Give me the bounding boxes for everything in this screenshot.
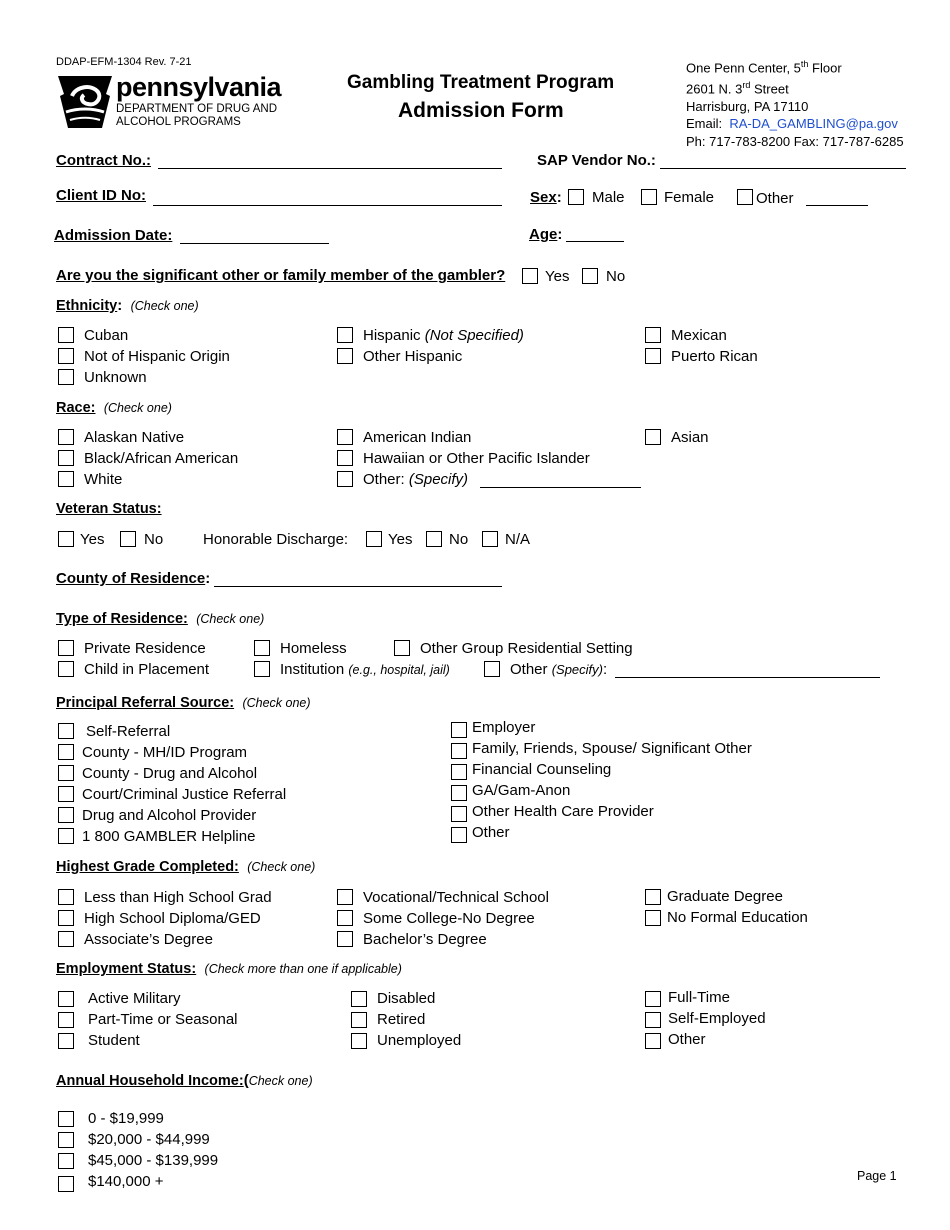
referral-county-mhid-label: County - MH/ID Program <box>82 744 248 761</box>
type-of-residence-heading: Type of Residence: (Check one) <box>56 611 265 627</box>
veteran-status-heading: Veteran Status: <box>56 501 162 517</box>
race-asian-checkbox[interactable] <box>645 429 661 445</box>
referral-family-label: Family, Friends, Spouse/ Significant Other <box>472 740 752 757</box>
income-20000-44999-label: $20,000 - $44,999 <box>88 1131 210 1148</box>
highest-grade-heading: Highest Grade Completed: (Check one) <box>56 859 316 875</box>
race-white-checkbox[interactable] <box>58 471 74 487</box>
logo-department: DEPARTMENT OF DRUG AND ALCOHOL PROGRAMS <box>116 103 278 128</box>
referral-financial-checkbox[interactable] <box>451 764 467 780</box>
sap-vendor-label: SAP Vendor No.: <box>537 152 656 169</box>
ethnicity-cuban-checkbox[interactable] <box>58 327 74 343</box>
race-alaskan-native-checkbox[interactable] <box>58 429 74 445</box>
household-income-heading: Annual Household Income:(Check one) <box>56 1072 313 1089</box>
sex-male-label: Male <box>592 189 625 206</box>
income-20000-44999-checkbox[interactable] <box>58 1132 74 1148</box>
referral-family-checkbox[interactable] <box>451 743 467 759</box>
employment-self-employed-checkbox[interactable] <box>645 1012 661 1028</box>
grade-graduate-label: Graduate Degree <box>667 888 783 905</box>
residence-other-group-checkbox[interactable] <box>394 640 410 656</box>
discharge-no-label: No <box>449 531 469 548</box>
sex-female-checkbox[interactable] <box>641 189 657 205</box>
employment-disabled-label: Disabled <box>377 990 436 1007</box>
sig-other-no-checkbox[interactable] <box>582 268 598 284</box>
discharge-no-checkbox[interactable] <box>426 531 442 547</box>
race-white-label: White <box>84 471 123 488</box>
sex-label: Sex: <box>530 189 562 206</box>
race-black-checkbox[interactable] <box>58 450 74 466</box>
county-of-residence-label: County of Residence: <box>56 570 211 587</box>
ethnicity-cuban-label: Cuban <box>84 327 129 344</box>
referral-court-checkbox[interactable] <box>58 786 74 802</box>
veteran-yes-checkbox[interactable] <box>58 531 74 547</box>
grade-less-hs-checkbox[interactable] <box>58 889 74 905</box>
residence-homeless-label: Homeless <box>280 640 347 657</box>
referral-county-da-checkbox[interactable] <box>58 765 74 781</box>
income-140000-plus-label: $140,000 + <box>88 1173 164 1190</box>
discharge-na-label: N/A <box>505 531 531 548</box>
referral-ga-label: GA/Gam-Anon <box>472 782 571 799</box>
logo-wordmark: pennsylvania <box>116 72 282 102</box>
employment-other-checkbox[interactable] <box>645 1033 661 1049</box>
referral-other-checkbox[interactable] <box>451 827 467 843</box>
income-0-19999-label: 0 - $19,999 <box>88 1110 164 1127</box>
grade-no-formal-checkbox[interactable] <box>645 910 661 926</box>
referral-health-provider-label: Other Health Care Provider <box>472 803 654 820</box>
residence-private-label: Private Residence <box>84 640 206 657</box>
discharge-na-checkbox[interactable] <box>482 531 498 547</box>
income-45000-139999-label: $45,000 - $139,999 <box>88 1152 219 1169</box>
sig-other-no-label: No <box>606 268 626 285</box>
form-title-line1: Gambling Treatment Program <box>347 72 615 93</box>
sex-other-checkbox[interactable] <box>737 189 753 205</box>
sex-other-field[interactable] <box>806 205 868 206</box>
contact-address: One Penn Center, 5th Floor 2601 N. 3rd Street Harrisburg, PA 17110 Email: RA-DA_GAMBLING@pa.gov Ph: 717-783-8200 Fax: 717-787-6285 <box>686 59 904 149</box>
residence-institution-checkbox[interactable] <box>254 661 270 677</box>
employment-retired-checkbox[interactable] <box>351 1012 367 1028</box>
veteran-no-checkbox[interactable] <box>120 531 136 547</box>
race-black-label: Black/African American <box>84 450 239 467</box>
grade-hs-diploma-checkbox[interactable] <box>58 910 74 926</box>
residence-other-checkbox[interactable] <box>484 661 500 677</box>
employment-full-time-label: Full-Time <box>668 989 730 1006</box>
grade-vocational-checkbox[interactable] <box>337 889 353 905</box>
veteran-yes-label: Yes <box>80 531 105 548</box>
residence-homeless-checkbox[interactable] <box>254 640 270 656</box>
grade-associates-checkbox[interactable] <box>58 931 74 947</box>
grade-some-college-checkbox[interactable] <box>337 910 353 926</box>
ethnicity-not-hispanic-label: Not of Hispanic Origin <box>84 348 230 365</box>
residence-other-label: Other (Specify): <box>510 661 608 678</box>
email-link[interactable]: RA-DA_GAMBLING@pa.gov <box>729 116 898 132</box>
sig-other-yes-checkbox[interactable] <box>522 268 538 284</box>
referral-helpline-checkbox[interactable] <box>58 828 74 844</box>
employment-military-label: Active Military <box>88 990 181 1007</box>
sap-vendor-field[interactable] <box>660 168 906 169</box>
residence-child-placement-checkbox[interactable] <box>58 661 74 677</box>
grade-bachelors-checkbox[interactable] <box>337 931 353 947</box>
contract-no-label: Contract No.: <box>56 152 151 169</box>
ethnicity-unknown-label: Unknown <box>84 369 147 386</box>
honorable-discharge-label: Honorable Discharge: <box>203 531 349 548</box>
residence-institution-label: Institution (e.g., hospital, jail) <box>280 661 450 678</box>
age-label: Age: <box>529 226 563 243</box>
ethnicity-hispanic-ns-label: Hispanic (Not Specified) <box>363 327 524 344</box>
contract-no-field[interactable] <box>158 168 502 169</box>
grade-vocational-label: Vocational/Technical School <box>363 889 549 906</box>
employment-part-time-checkbox[interactable] <box>58 1012 74 1028</box>
ethnicity-puerto-rican-checkbox[interactable] <box>645 348 661 364</box>
grade-graduate-checkbox[interactable] <box>645 889 661 905</box>
referral-ga-checkbox[interactable] <box>451 785 467 801</box>
residence-other-group-label: Other Group Residential Setting <box>420 640 633 657</box>
form-title-line2: Admission Form <box>398 99 564 122</box>
ethnicity-mexican-label: Mexican <box>671 327 727 344</box>
ethnicity-other-hispanic-checkbox[interactable] <box>337 348 353 364</box>
employment-self-employed-label: Self-Employed <box>668 1010 766 1027</box>
referral-health-provider-checkbox[interactable] <box>451 806 467 822</box>
ethnicity-other-hispanic-label: Other Hispanic <box>363 348 463 365</box>
veteran-no-label: No <box>144 531 164 548</box>
employment-student-checkbox[interactable] <box>58 1033 74 1049</box>
race-heading: Race: (Check one) <box>56 400 172 416</box>
ethnicity-not-hispanic-checkbox[interactable] <box>58 348 74 364</box>
client-id-field[interactable] <box>153 205 502 206</box>
significant-other-question: Are you the significant other or family member of the gambler? <box>56 267 506 284</box>
grade-some-college-label: Some College-No Degree <box>363 910 535 927</box>
race-alaskan-native-label: Alaskan Native <box>84 429 185 446</box>
ethnicity-mexican-checkbox[interactable] <box>645 327 661 343</box>
referral-self-checkbox[interactable] <box>58 723 74 739</box>
ethnicity-unknown-checkbox[interactable] <box>58 369 74 385</box>
employment-military-checkbox[interactable] <box>58 991 74 1007</box>
admission-date-label: Admission Date: <box>54 227 173 244</box>
race-other-label: Other: (Specify) <box>363 471 469 488</box>
employment-part-time-label: Part-Time or Seasonal <box>88 1011 238 1028</box>
referral-employer-label: Employer <box>472 719 536 736</box>
age-field[interactable] <box>566 241 624 242</box>
employment-status-heading: Employment Status: (Check more than one if applicable) <box>56 961 402 977</box>
referral-other-label: Other <box>472 824 510 841</box>
employment-disabled-checkbox[interactable] <box>351 991 367 1007</box>
admission-date-field[interactable] <box>180 243 329 244</box>
ethnicity-puerto-rican-label: Puerto Rican <box>671 348 758 365</box>
referral-court-label: Court/Criminal Justice Referral <box>82 786 287 803</box>
residence-other-field[interactable] <box>615 677 880 678</box>
employment-student-label: Student <box>88 1032 140 1049</box>
referral-county-mhid-checkbox[interactable] <box>58 744 74 760</box>
sex-female-label: Female <box>664 189 715 206</box>
referral-financial-label: Financial Counseling <box>472 761 612 778</box>
income-45000-139999-checkbox[interactable] <box>58 1153 74 1169</box>
grade-associates-label: Associate’s Degree <box>84 931 213 948</box>
referral-da-provider-label: Drug and Alcohol Provider <box>82 807 257 824</box>
referral-source-heading: Principal Referral Source: (Check one) <box>56 695 311 711</box>
income-0-19999-checkbox[interactable] <box>58 1111 74 1127</box>
race-other-checkbox[interactable] <box>337 471 353 487</box>
referral-county-da-label: County - Drug and Alcohol <box>82 765 258 782</box>
employment-unemployed-checkbox[interactable] <box>351 1033 367 1049</box>
race-hawaiian-label: Hawaiian or Other Pacific Islander <box>363 450 590 467</box>
form-code: DDAP-EFM-1304 Rev. 7-21 <box>56 56 192 68</box>
grade-hs-diploma-label: High School Diploma/GED <box>84 910 261 927</box>
race-other-field[interactable] <box>480 487 641 488</box>
employment-other-label: Other <box>668 1031 706 1048</box>
grade-bachelors-label: Bachelor’s Degree <box>363 931 487 948</box>
ethnicity-hispanic-ns-checkbox[interactable] <box>337 327 353 343</box>
income-140000-plus-checkbox[interactable] <box>58 1176 74 1192</box>
referral-self-label: Self-Referral <box>86 723 171 740</box>
referral-helpline-label: 1 800 GAMBLER Helpline <box>82 828 256 845</box>
employment-retired-label: Retired <box>377 1011 426 1028</box>
race-american-indian-checkbox[interactable] <box>337 429 353 445</box>
employment-unemployed-label: Unemployed <box>377 1032 462 1049</box>
grade-no-formal-label: No Formal Education <box>667 909 808 926</box>
page-number: Page 1 <box>857 1169 897 1183</box>
race-hawaiian-checkbox[interactable] <box>337 450 353 466</box>
sex-male-checkbox[interactable] <box>568 189 584 205</box>
discharge-yes-checkbox[interactable] <box>366 531 382 547</box>
client-id-label: Client ID No: <box>56 187 146 204</box>
ethnicity-heading: Ethnicity: (Check one) <box>56 297 199 314</box>
grade-less-hs-label: Less than High School Grad <box>84 889 272 906</box>
referral-employer-checkbox[interactable] <box>451 722 467 738</box>
residence-child-placement-label: Child in Placement <box>84 661 210 678</box>
race-asian-label: Asian <box>671 429 709 446</box>
discharge-yes-label: Yes <box>388 531 413 548</box>
sex-other-label: Other <box>756 190 794 207</box>
referral-da-provider-checkbox[interactable] <box>58 807 74 823</box>
residence-private-checkbox[interactable] <box>58 640 74 656</box>
race-american-indian-label: American Indian <box>363 429 472 446</box>
county-of-residence-field[interactable] <box>214 586 502 587</box>
sig-other-yes-label: Yes <box>545 268 570 285</box>
employment-full-time-checkbox[interactable] <box>645 991 661 1007</box>
pa-keystone-logo-icon <box>56 74 114 130</box>
